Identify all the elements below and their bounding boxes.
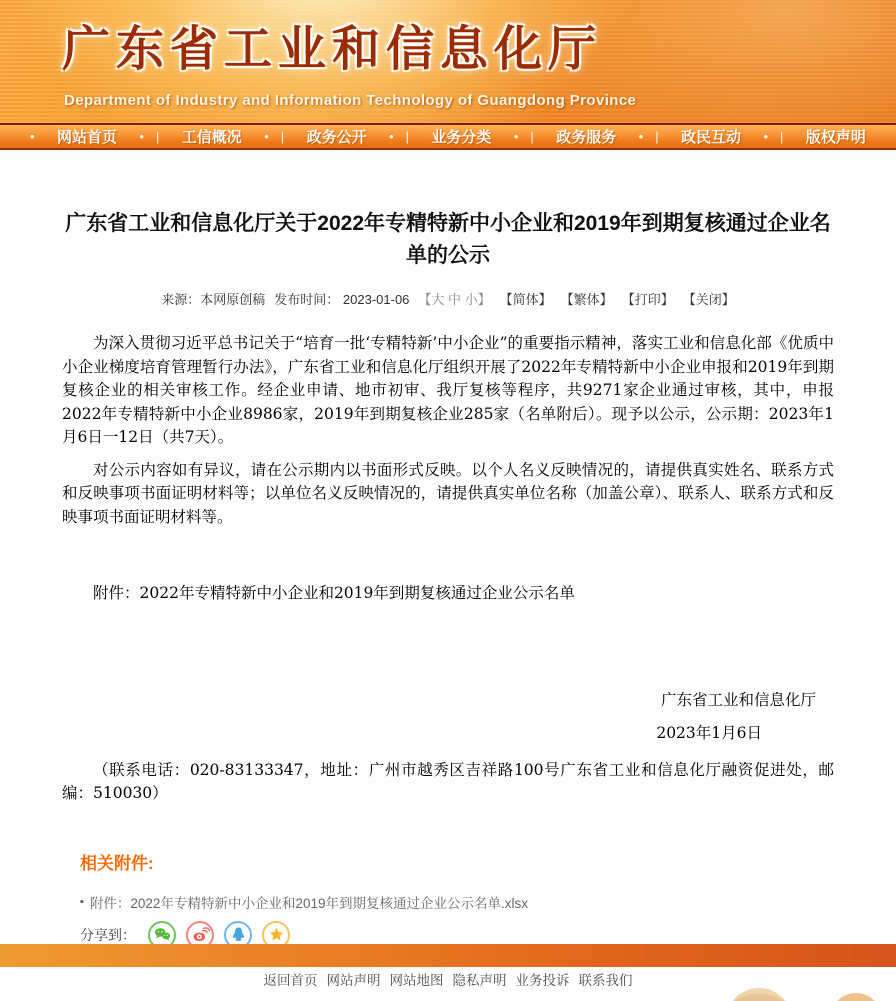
error-report-badge-icon[interactable] <box>830 993 882 1001</box>
attachment-file-link[interactable] <box>80 892 896 912</box>
article-body <box>62 332 834 806</box>
nav-item-services[interactable]: 政务服务 <box>556 129 617 146</box>
publish-date-label: 发布时间： 2023-01-06 <box>274 292 410 307</box>
nav-item-copyright[interactable]: 版权声明 <box>805 129 866 146</box>
article-meta <box>0 289 896 308</box>
nav-lead-dot-icon <box>30 128 35 146</box>
signature-organization: 广东省工业和信息化厅 <box>660 690 816 709</box>
nav-separator <box>139 129 159 144</box>
footer-link-contact[interactable]: 联系我们 <box>578 973 633 988</box>
nav-item-overview[interactable]: 工信概况 <box>181 129 242 146</box>
footer-link-site-statement[interactable]: 网站声明 <box>326 973 381 988</box>
footer-links <box>0 969 896 989</box>
signature-date: 2023年1月6日 <box>656 724 762 742</box>
attachment-file-name[interactable]: ▪ 附件：2022年专精特新中小企业和2019年到期复核通过企业公示名单.xlsx <box>89 895 528 911</box>
contact-info: （联系电话：020-83133347，地址：广州市越秀区吉祥路100号广东省工业和信息化厅融资促进处，邮编：510030） <box>62 760 834 802</box>
nav-separator <box>514 129 534 144</box>
paragraph-2: 对公示内容如有异议，请在公示期内以书面形式反映。以个人名义反映情况的，请提供真实姓名、联系方式和反映事项书面证明材料等；以单位名义反映情况的，请提供真实单位名称（加盖公章）、联系人、联系方式和反映事项书面证明材料等。 <box>62 460 834 526</box>
gov-badge-icon[interactable] <box>726 988 792 1001</box>
simplified-chinese-button[interactable]: 【简体】 <box>499 292 552 307</box>
footer-link-complaints[interactable]: 业务投诉 <box>515 973 570 988</box>
nav-separator <box>389 129 409 144</box>
article-title: 广东省工业和信息化厅关于2022年专精特新中小企业和2019年到期复核通过企业名单的公示 <box>65 212 831 267</box>
nav-item-business[interactable]: 业务分类 <box>431 129 492 146</box>
nav-item-interaction[interactable]: 政民互动 <box>681 129 742 146</box>
nav-item-home[interactable]: 网站首页 <box>56 129 117 146</box>
nav-separator <box>763 129 783 144</box>
nav-separator <box>264 129 284 144</box>
print-button[interactable]: 【打印】 <box>621 292 674 307</box>
nav-item-gov-affairs[interactable]: 政务公开 <box>306 129 367 146</box>
close-button[interactable]: 【关闭】 <box>682 292 735 307</box>
footer-link-sitemap[interactable]: 网站地图 <box>389 973 444 988</box>
site-banner <box>0 0 896 123</box>
font-size-control[interactable]: 【大 中 小】 <box>418 292 491 307</box>
share-label: 分享到： <box>80 926 136 943</box>
traditional-chinese-button[interactable]: 【繁体】 <box>560 292 613 307</box>
attachment-inline-link[interactable]: 附件：2022年专精特新中小企业和2019年到期复核通过企业公示名单 <box>93 584 575 602</box>
paragraph-1: 为深入贯彻习近平总书记关于“培育一批‘专精特新’中小企业”的重要指示精神，落实工业和信息化部《优质中小企业梯度培育管理暂行办法》，广东省工业和信息化厅组织开展了2022年专精特新中小企业申报和2019年到期复核企业的相关审核工作。经企业申请、地市初审、我厅复核等程序，共9271家企业通过审核，其中，申报2022年专精特新中小企业8986家，2019年到期复核企业285家（名单附后）。现予以公示，公示期：2023年1月6日一12日（共7天）。 <box>62 334 834 446</box>
footer-orange-bar <box>0 944 896 967</box>
footer-link-privacy[interactable]: 隐私声明 <box>452 973 507 988</box>
source-label: 来源：本网原创稿 <box>161 292 266 307</box>
footer-link-home[interactable]: 返回首页 <box>263 973 318 988</box>
nav-separator <box>639 129 659 144</box>
main-nav <box>0 123 896 150</box>
related-attachments-heading: 相关附件: <box>80 853 154 873</box>
related-attachments-section <box>80 849 896 949</box>
site-subtitle-english: Department of Industry and Information Technology of Guangdong Province <box>64 92 637 109</box>
site-title: 广东省工业和信息化厅 <box>62 23 603 76</box>
article <box>0 208 896 949</box>
